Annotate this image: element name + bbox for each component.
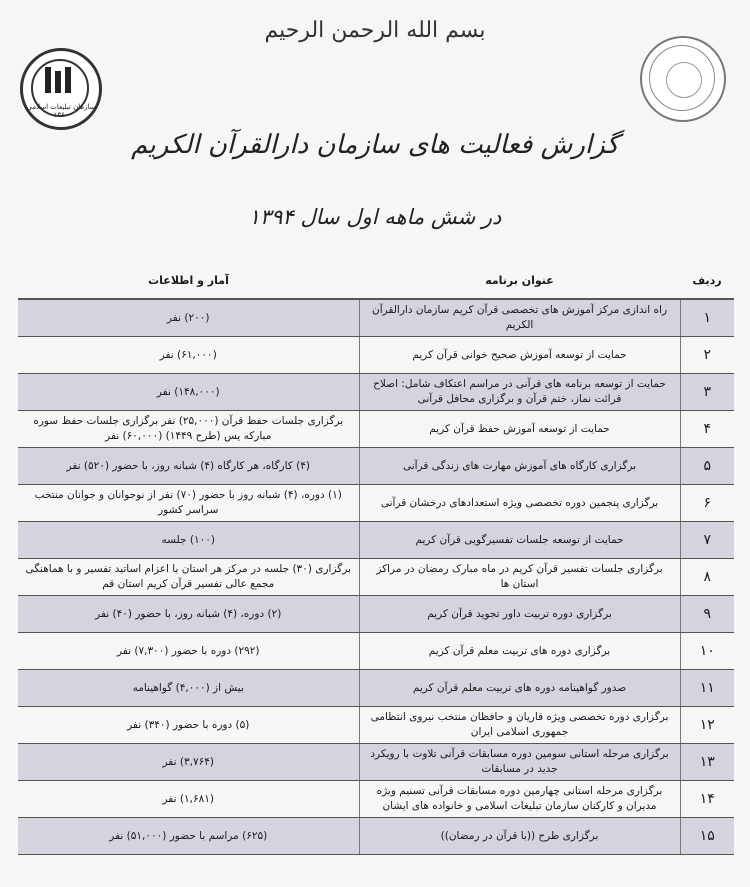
row-number: ۹ [680,596,734,633]
row-number: ۸ [680,559,734,596]
program-stats: (۲) دوره، (۴) شبانه روز، با حضور (۴۰) نفر [18,596,359,633]
row-number: ۲ [680,337,734,374]
seal-core [666,62,702,98]
row-number: ۱۲ [680,707,734,744]
row-number: ۶ [680,485,734,522]
program-stats: (۱۴۸,۰۰۰) نفر [18,374,359,411]
row-number: ۱۰ [680,633,734,670]
program-title: برگزاری طرح ((با قرآن در رمضان)) [359,818,680,855]
header-program-title: عنوان برنامه [359,262,680,299]
program-title: برگزاری پنجمین دوره تخصصی ویژه استعدادهای درخشان قرآنی [359,485,680,522]
program-title: برگزاری مرحله استانی سومین دوره مسابقات قرآنی تلاوت با رویکرد جدید در مسابقات [359,744,680,781]
program-stats: (۱,۶۸۱) نفر [18,781,359,818]
logo-bars-icon [45,67,77,97]
program-title: حمایت از توسعه آموزش صحیح خوانی قرآن کریم [359,337,680,374]
program-title: صدور گواهینامه دوره های تربیت معلم قرآن کریم [359,670,680,707]
row-number: ۷ [680,522,734,559]
program-title: حمایت از توسعه برنامه های قرآنی در مراسم اعتکاف شامل: اصلاح قرائت نماز، ختم قرآن و برگزاری محافل قرآنی [359,374,680,411]
program-title: راه اندازی مرکز آموزش های تخصصی قرآن کریم سازمان دارالقرآن الکریم [359,299,680,337]
table-row [18,299,734,337]
row-number: ۱۴ [680,781,734,818]
program-title: حمایت از توسعه جلسات تفسیرگویی قرآن کریم [359,522,680,559]
table-row [18,707,734,744]
row-number: ۱۳ [680,744,734,781]
program-stats: (۱) دوره، (۴) شبانه روز با حضور (۷۰) نفر از نوجوانان و جوانان منتخب سراسر کشور [18,485,359,522]
program-stats: (۱۰۰) جلسه [18,522,359,559]
table-row [18,596,734,633]
table-row [18,522,734,559]
table-row [18,337,734,374]
table-row [18,818,734,855]
program-stats: برگزاری (۳۰) جلسه در مرکز هر استان با اعزام اساتید تفسیر و با هماهنگی مجمع عالی تفسیر قرآن کریم استان قم [18,559,359,596]
row-number: ۵ [680,448,734,485]
table-row [18,559,734,596]
logo-left-caption: سازمان تبلیغات اسلامی ۱۳۶۰ [26,103,96,119]
program-stats: بیش از (۴,۰۰۰) گواهینامه [18,670,359,707]
table-row [18,744,734,781]
program-stats: (۵) دوره با حضور (۳۴۰) نفر [18,707,359,744]
program-stats: (۲۰۰) نفر [18,299,359,337]
basmala-heading: بسم الله الرحمن الرحیم [264,18,486,43]
table-row [18,670,734,707]
table-row [18,781,734,818]
program-stats: (۶۱,۰۰۰) نفر [18,337,359,374]
dar-al-quran-seal-logo [640,36,726,122]
program-stats: (۶۲۵) مراسم با حضور (۵۱,۰۰۰) نفر [18,818,359,855]
table-row [18,633,734,670]
row-number: ۴ [680,411,734,448]
table-row [18,411,734,448]
program-title: برگزاری مرحله استانی چهارمین دوره مسابقات قرآنی تسنیم ویژه مدیران و کارکنان سازمان تبلیغات اسلامی و خانواده های ایشان [359,781,680,818]
header-statistics: آمار و اطلاعات [18,262,359,299]
row-number: ۳ [680,374,734,411]
table-row [18,485,734,522]
table-row [18,448,734,485]
program-title: برگزاری دوره تربیت داور تجوید قرآن کریم [359,596,680,633]
program-title: برگزاری دوره تخصصی ویژه قاریان و حافظان منتخب نیروی انتظامی جمهوری اسلامی ایران [359,707,680,744]
row-number: ۱ [680,299,734,337]
islamic-propagation-logo [20,48,102,130]
program-title: برگزاری دوره های تربیت معلم قرآن کریم [359,633,680,670]
report-subtitle: در شش ماهه اول سال ۱۳۹۴ [248,205,502,229]
activities-table [18,262,734,855]
row-number: ۱۵ [680,818,734,855]
program-title: حمایت از توسعه آموزش حفظ قرآن کریم [359,411,680,448]
program-stats: (۲۹۲) دوره با حضور (۷,۳۰۰) نفر [18,633,359,670]
program-stats: (۳,۷۶۴) نفر [18,744,359,781]
program-stats: (۴) کارگاه، هر کارگاه (۴) شبانه روز، با حضور (۵۲۰) نفر [18,448,359,485]
header-row-number: ردیف [680,262,734,299]
program-title: برگزاری کارگاه های آموزش مهارت های زندگی قرآنی [359,448,680,485]
program-stats: برگزاری جلسات حفظ قرآن (۲۵,۰۰۰) نفر برگزاری جلسات حفظ سوره مبارکه یس (طرح ۱۴۴۹) (۶۰,۰۰۰) نفر [18,411,359,448]
table-row [18,374,734,411]
table-header-row [18,262,734,299]
report-title: گزارش فعالیت های سازمان دارالقرآن الکریم [131,130,619,160]
program-title: برگزاری جلسات تفسیر قرآن کریم در ماه مبارک رمضان در مراکز استان ها [359,559,680,596]
row-number: ۱۱ [680,670,734,707]
